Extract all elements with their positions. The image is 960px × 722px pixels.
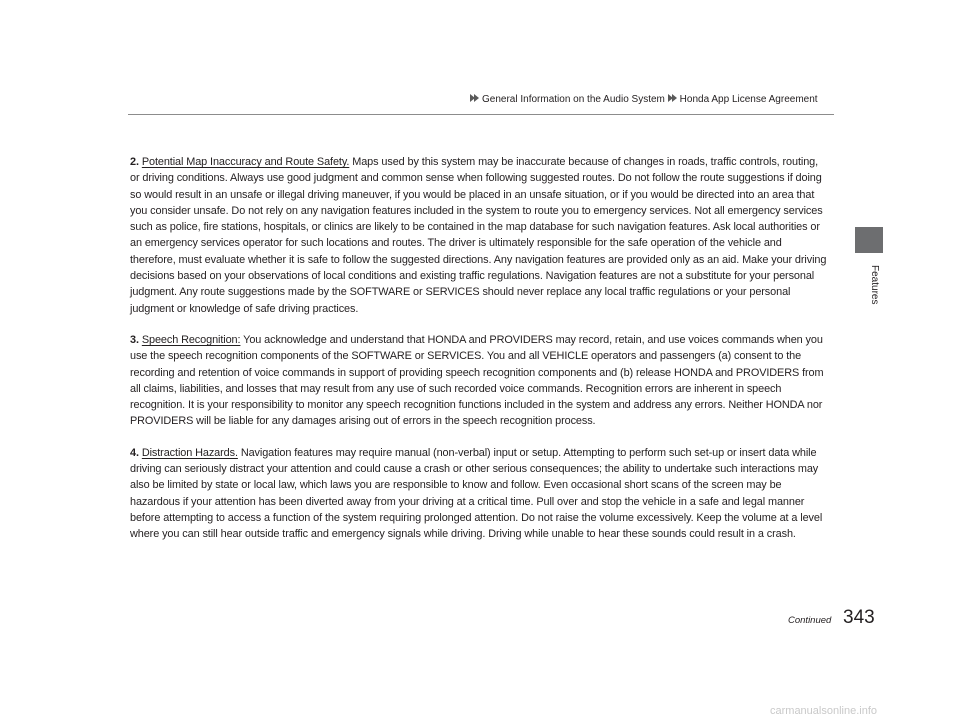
arrow-right-icon <box>672 94 677 102</box>
section-tab-marker <box>855 227 883 253</box>
paragraph-title: Distraction Hazards. <box>141 446 238 459</box>
paragraph-number: 3. <box>130 333 139 346</box>
breadcrumb-item-license-agreement: Honda App License Agreement <box>679 94 818 105</box>
page-number: 343 <box>843 607 875 628</box>
paragraph-number: 4. <box>130 446 139 459</box>
paragraph-distraction-hazards <box>130 445 830 543</box>
section-label-features: Features <box>869 265 880 305</box>
paragraph-speech-recognition <box>130 332 830 430</box>
watermark: carmanualsonline.info <box>770 705 878 717</box>
paragraph-title: Potential Map Inaccuracy and Route Safety. <box>141 156 350 168</box>
breadcrumb <box>470 94 818 105</box>
breadcrumb-item-audio-system: General Information on the Audio System <box>482 94 665 105</box>
arrow-right-icon <box>474 94 479 102</box>
document-body <box>130 154 830 558</box>
header-divider <box>128 114 834 115</box>
continued-label: Continued <box>788 615 832 626</box>
paragraph-number: 2. <box>130 156 139 168</box>
paragraph-text: You acknowledge and understand that HONDA and PROVIDERS may record, retain, and use voices commands when you use the speech recognition components of the SOFTWARE or SERVICES. You and all VEHICLE operators and passengers (a) consent to the recording and retention of voice commands in support of providing speech recognition components and (b) release HONDA and PROVIDERS from all claims, liabilities, and losses that may result from any use of such recorded voice commands. Recognition errors are inherent in speech recognition. It is your responsibility to monitor any speech recognition functions included in the system and address any errors. Neither HONDA nor PROVIDERS will be liable for any damages arising out of errors in the speech recognition process. <box>130 333 824 428</box>
paragraph-map-inaccuracy <box>130 154 830 317</box>
paragraph-text: Navigation features may require manual (non-verbal) input or setup. Attempting to perform such set-up or insert data while driving can seriously distract your attention and could cause a crash or other serious consequences; the ability to undertake such interactions may also be limited by state or local law, which laws you are responsible to know and follow. Even occasional short scans of the screen may be hazardous if your attention has been diverted away from your driving at a critical time. Pull over and stop the vehicle in a safe and legal manner before attempting to access a function of the system requiring prolonged attention. Do not raise the volume excessively. Keep the volume at a level where you can still hear outside traffic and emergency signals while driving. Driving while unable to hear these sounds could result in a crash. <box>130 446 823 541</box>
paragraph-text: Maps used by this system may be inaccurate because of changes in roads, traffic controls, routing, or driving conditions. Always use good judgment and common sense when following suggested routes. Do not follow the route suggestions if doing so would result in an unsafe or illegal driving maneuver, if you would be placed in an unsafe situation, or if you would be directed into an area that you consider unsafe. Do not rely on any navigation features included in the system to route you to emergency services. Not all emergency services such as police, fire stations, hospitals, or clinics are likely to be contained in the map database for such navigation features. Ask local authorities or an emergency services operator for such locations and routes. The driver is ultimately responsible for the safe operation of the vehicle and therefore, must evaluate whether it is safe to follow the suggested directions. Any navigation features are provided only as an aid. Make your driving decisions based on your observations of local conditions and existing traffic regulations. Navigation features are not a substitute for your personal judgment. Any route suggestions made by the SOFTWARE or SERVICES should never replace any local traffic regulations or your personal judgment or knowledge of safe driving practices. <box>130 156 827 315</box>
paragraph-title: Speech Recognition: <box>141 333 241 346</box>
